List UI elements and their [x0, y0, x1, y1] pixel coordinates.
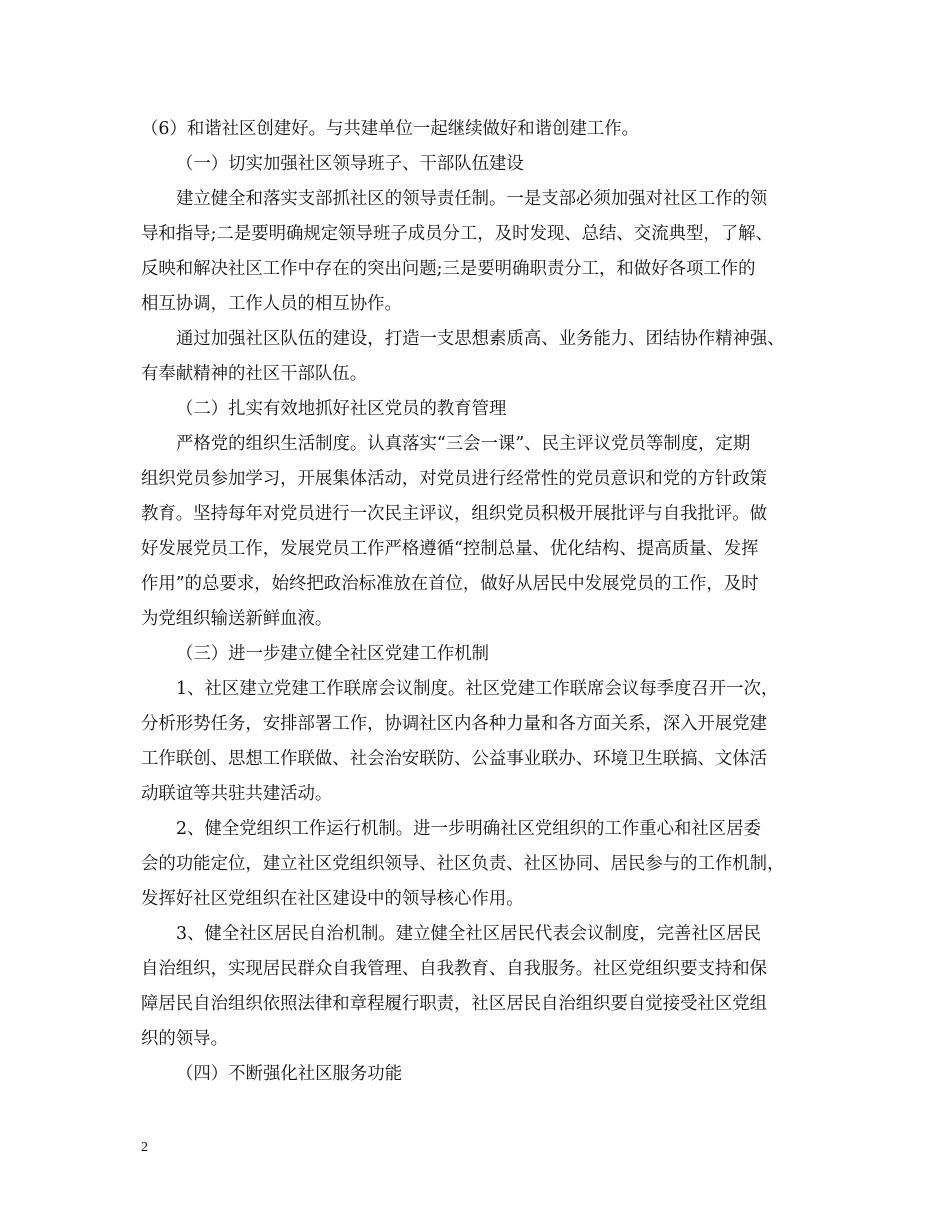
paragraph-line: 1、社区建立党建工作联席会议制度。社区党建工作联席会议每季度召开一次，	[176, 679, 779, 699]
paragraph-line: 通过加强社区队伍的建设，打造一支思想素质高、业务能力、团结协作精神强、	[176, 329, 785, 349]
paragraph-line: （6）和谐社区创建好。与共建单位一起继续做好和谐创建工作。	[141, 119, 640, 139]
paragraph-line: 严格党的组织生活制度。认真落实“三会一课”、民主评议党员等制度，定期	[176, 434, 751, 454]
paragraph-line: 织的领导。	[141, 1029, 228, 1049]
paragraph-line: 自治组织，实现居民群众自我管理、自我教育、自我服务。社区党组织要支持和保	[141, 959, 768, 979]
page-number: 2	[141, 1140, 148, 1155]
paragraph-line: 作用”的总要求，始终把政治标准放在首位，做好从居民中发展党员的工作，及时	[141, 574, 759, 594]
paragraph-line: 工作联创、思想工作联做、社会治安联防、公益事业联办、环境卫生联搞、文体活	[141, 749, 768, 769]
section-heading: （二）扎实有效地抓好社区党员的教育管理	[176, 399, 507, 419]
paragraph-line: 2、健全党组织工作运行机制。进一步明确社区党组织的工作重心和社区居委	[176, 819, 761, 839]
section-heading: （四）不断强化社区服务功能	[176, 1064, 403, 1084]
paragraph-line: 导和指导;二是要明确规定领导班子成员分工，及时发现、总结、交流典型，了解、	[141, 224, 773, 244]
paragraph-line: 教育。坚持每年对党员进行一次民主评议，组织党员积极开展批评与自我批评。做	[141, 504, 768, 524]
paragraph-line: 组织党员参加学习，开展集体活动，对党员进行经常性的党员意识和党的方针政策	[141, 469, 768, 489]
paragraph-line: 分析形势任务，安排部署工作，协调社区内各种力量和各方面关系，深入开展党建	[141, 714, 768, 734]
paragraph-line: 3、健全社区居民自治机制。建立健全社区居民代表会议制度，完善社区居民	[176, 924, 761, 944]
paragraph-line: 会的功能定位，建立社区党组织领导、社区负责、社区协同、居民参与的工作机制，	[141, 854, 785, 874]
paragraph-line: 障居民自治组织依照法律和章程履行职责，社区居民自治组织要自觉接受社区党组	[141, 994, 768, 1014]
section-heading: （一）切实加强社区领导班子、干部队伍建设	[176, 154, 524, 174]
paragraph-line: 发挥好社区党组织在社区建设中的领导核心作用。	[141, 889, 524, 909]
paragraph-line: 动联谊等共驻共建活动。	[141, 784, 333, 804]
paragraph-line: 有奉献精神的社区干部队伍。	[141, 364, 368, 384]
paragraph-line: 好发展党员工作，发展党员工作严格遵循“控制总量、优化结构、提高质量、发挥	[141, 539, 759, 559]
paragraph-line: 建立健全和落实支部抓社区的领导责任制。一是支部必须加强对社区工作的领	[176, 189, 768, 209]
paragraph-line: 相互协调，工作人员的相互协作。	[141, 294, 402, 314]
paragraph-line: 为党组织输送新鲜血液。	[141, 609, 333, 629]
paragraph-line: 反映和解决社区工作中存在的突出问题;三是要明确职责分工，和做好各项工作的	[141, 259, 756, 279]
section-heading: （三）进一步建立健全社区党建工作机制	[176, 644, 490, 664]
document-body	[141, 112, 821, 1092]
